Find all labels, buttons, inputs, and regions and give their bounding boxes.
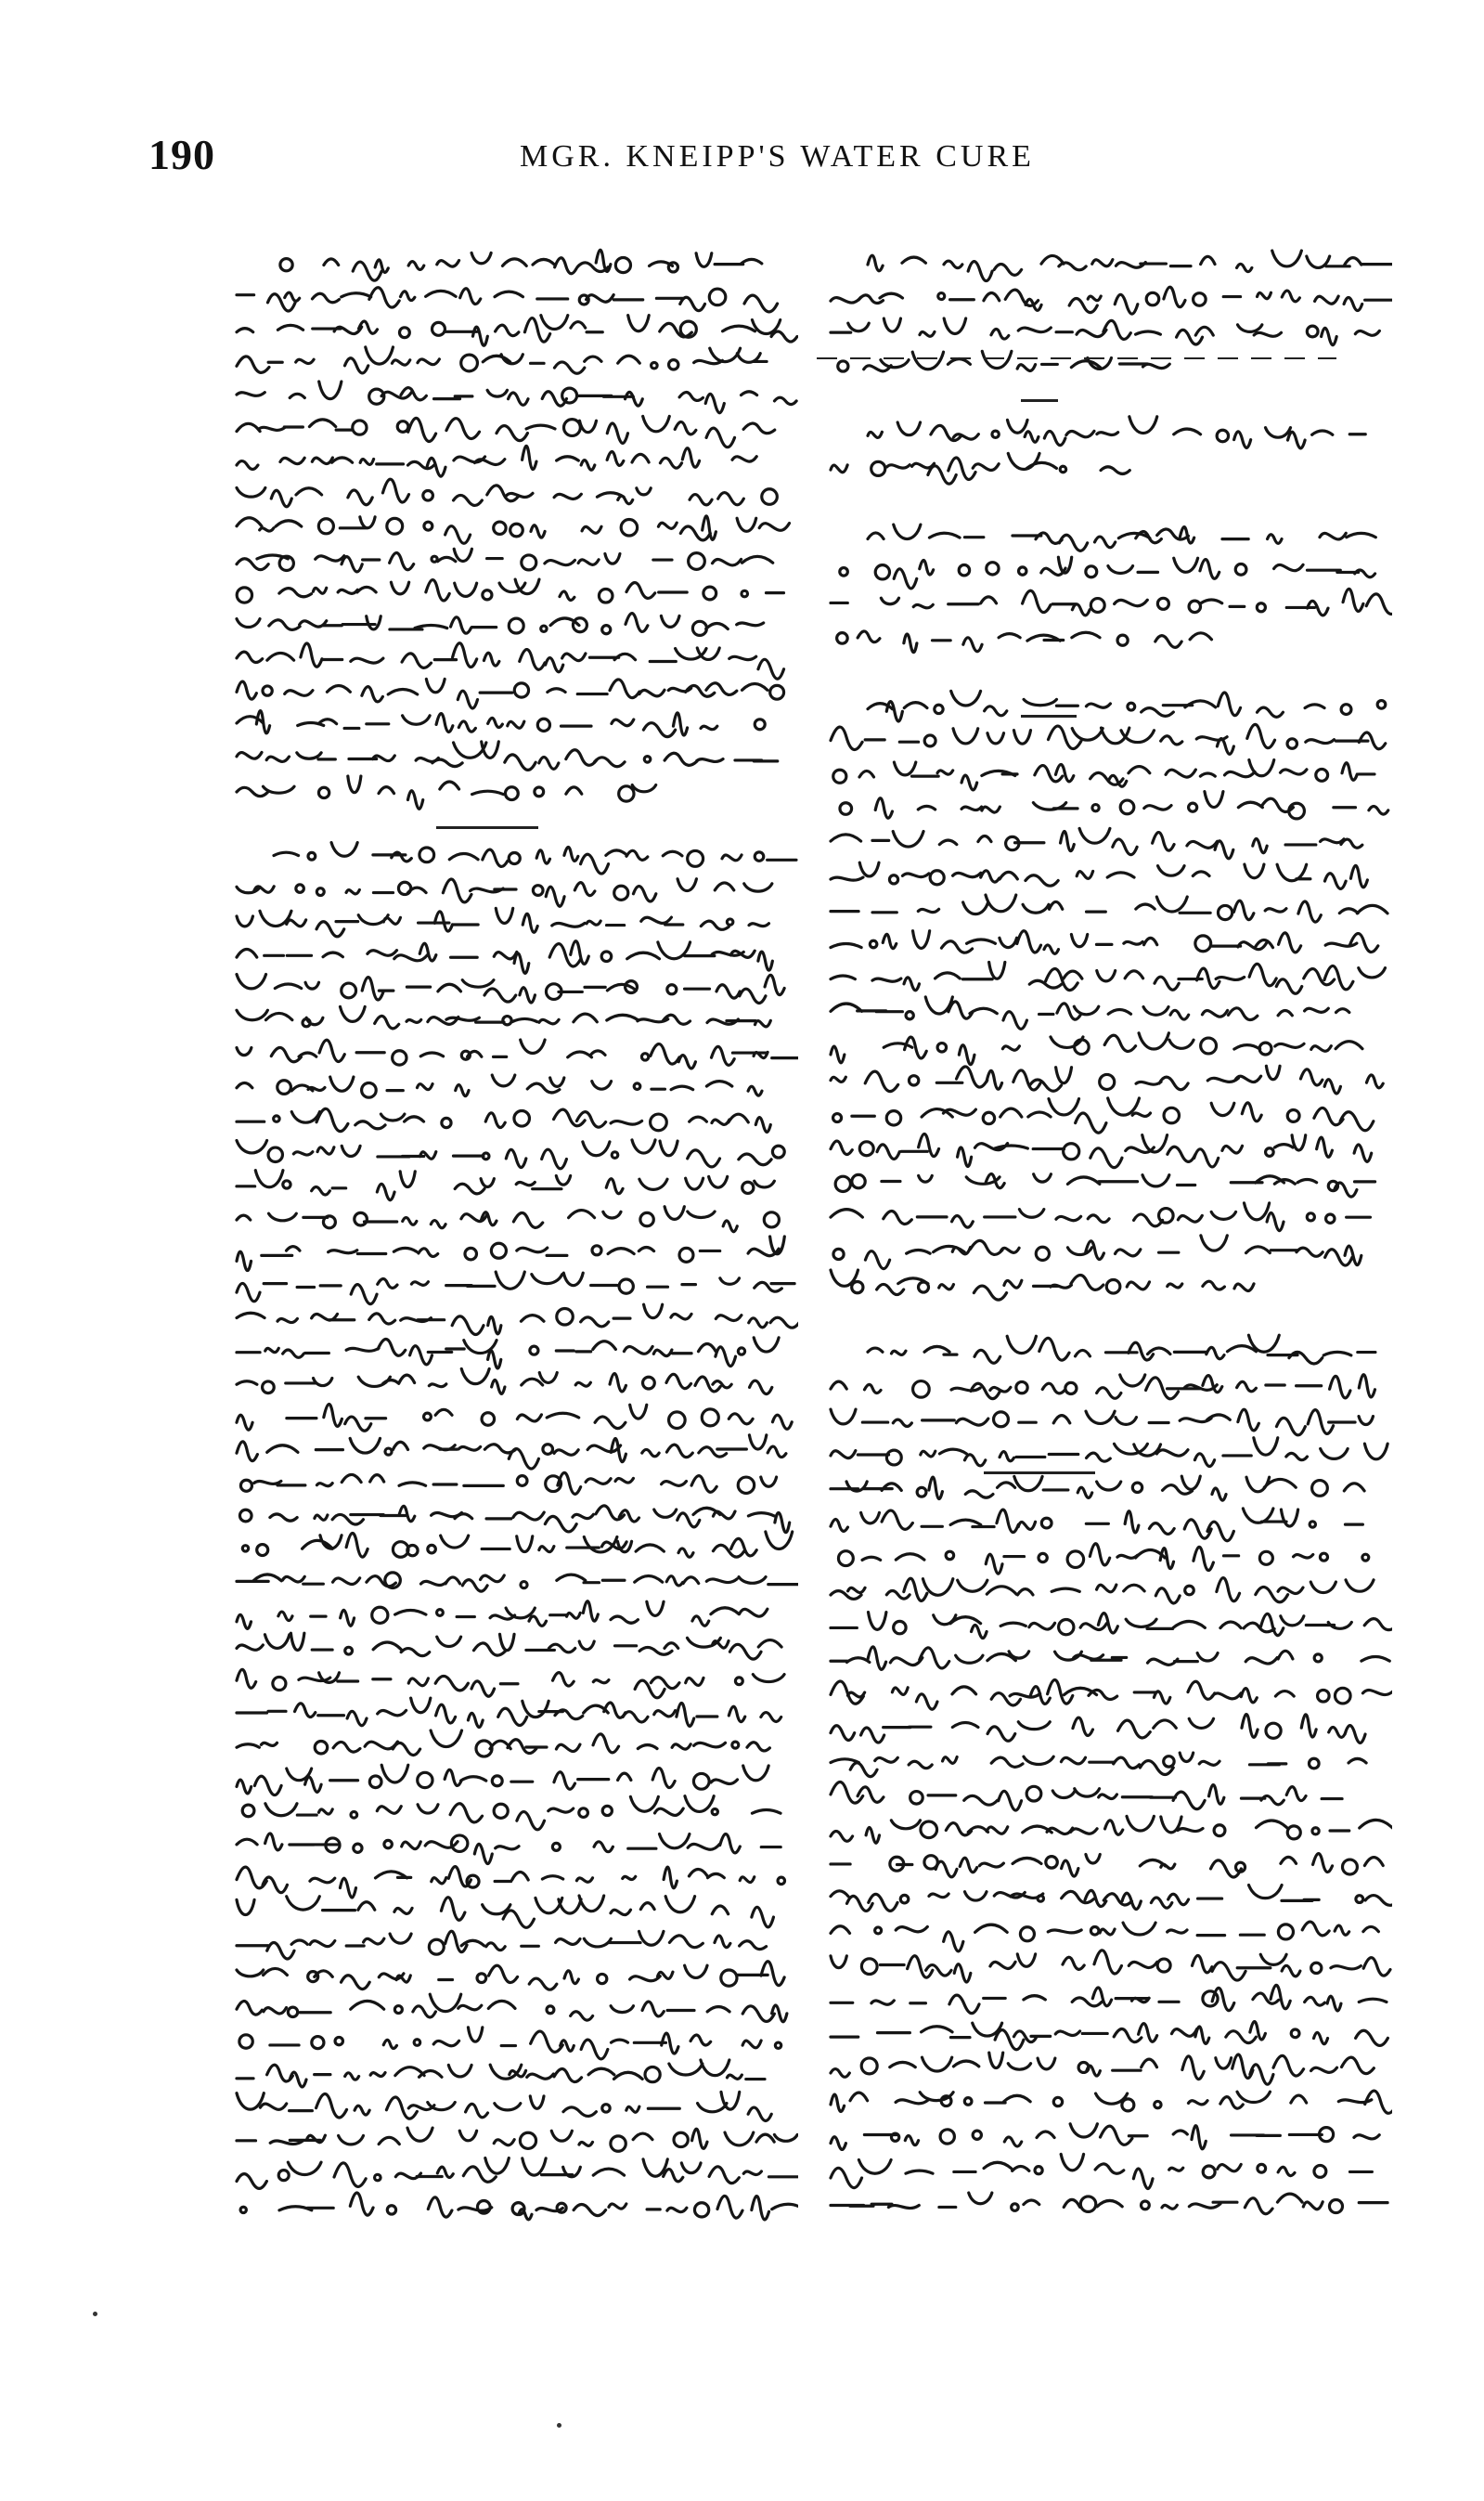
shorthand-line (831, 1613, 1392, 1639)
shorthand-line (237, 614, 764, 636)
right-column (826, 237, 1392, 2279)
shorthand-line (237, 1994, 787, 2022)
shorthand-line (831, 1782, 1342, 1810)
shorthand-line (237, 1140, 784, 1169)
shorthand-line (237, 1272, 794, 1304)
shorthand-line (831, 1033, 1362, 1065)
shorthand-line (237, 1573, 798, 1591)
shorthand-line (237, 941, 772, 974)
shorthand-line (833, 1236, 1361, 1269)
shorthand-line (831, 1066, 1383, 1094)
shorthand-line (833, 1098, 1374, 1133)
left-section-divider (436, 826, 538, 829)
shorthand-line (237, 446, 756, 476)
shorthand-line (237, 1171, 774, 1200)
left-column (232, 237, 798, 2279)
shorthand-line (237, 1040, 798, 1069)
shorthand-line (831, 2193, 1387, 2214)
shorthand-line (237, 288, 778, 312)
shorthand-line (237, 1669, 784, 1697)
shorthand-line (237, 879, 772, 907)
shorthand-line (237, 316, 797, 346)
right-section-divider-2 (1021, 715, 1077, 718)
shorthand-line (831, 724, 1386, 754)
shorthand-line (835, 1173, 1374, 1197)
shorthand-line (831, 2022, 1387, 2050)
shorthand-line (237, 1931, 767, 1959)
shorthand-line (280, 250, 762, 280)
shorthand-line (237, 776, 656, 809)
shorthand-line (831, 589, 1392, 615)
page-number: 190 (148, 131, 215, 178)
shorthand-line (237, 2060, 765, 2087)
shorthand-line (831, 1715, 1365, 1743)
shorthand-line (831, 1816, 1392, 1843)
shorthand-line (831, 2053, 1374, 2084)
shorthand-line (831, 1409, 1373, 1435)
shorthand-line (237, 1006, 770, 1028)
shorthand-line (274, 843, 796, 874)
stray-mark (93, 2312, 97, 2316)
shorthand-line (237, 679, 784, 708)
right-column-shorthand (826, 237, 1392, 2279)
shorthand-line (868, 417, 1365, 448)
shorthand-line (831, 1680, 1392, 1710)
shorthand-line (831, 1476, 1364, 1500)
right-section-divider-1 (1021, 399, 1058, 402)
shorthand-line (237, 1237, 784, 1271)
shorthand-line (237, 1730, 769, 1756)
shorthand-line (237, 1108, 770, 1132)
shorthand-line (840, 557, 1375, 589)
shorthand-line (237, 1896, 773, 1927)
shorthand-line (868, 525, 1375, 551)
shorthand-line (237, 742, 778, 771)
shorthand-line (831, 2124, 1379, 2150)
shorthand-line (831, 828, 1362, 858)
shorthand-line (831, 1578, 1374, 1603)
shorthand-line (868, 1335, 1375, 1364)
shorthand-line (237, 1304, 798, 1334)
shorthand-line (237, 1633, 781, 1659)
shorthand-line (237, 711, 765, 737)
shorthand-line (237, 975, 784, 1004)
shorthand-line (837, 631, 1212, 653)
shorthand-line (831, 318, 1379, 345)
shorthand-line (831, 862, 1367, 888)
shorthand-text-body (232, 237, 1392, 2279)
shorthand-line (237, 1698, 781, 1727)
shorthand-line (237, 479, 777, 507)
shorthand-line (237, 2092, 771, 2120)
shorthand-line (237, 1867, 785, 1898)
shorthand-line (831, 1753, 1366, 1777)
shorthand-line (237, 1834, 781, 1864)
shorthand-line (237, 2128, 797, 2151)
shorthand-line (868, 691, 1386, 721)
shorthand-line (831, 1885, 1392, 1911)
shorthand-line (831, 1854, 1383, 1877)
shorthand-line (838, 1544, 1368, 1574)
shorthand-line (237, 1765, 768, 1795)
shorthand-line (239, 1506, 789, 1533)
shorthand-line (831, 962, 1385, 993)
shorthand-line (831, 1647, 1389, 1669)
shorthand-line (831, 1270, 1254, 1300)
shorthand-line (833, 760, 1374, 790)
shorthand-line (242, 1532, 792, 1557)
shorthand-line (240, 2193, 798, 2220)
shorthand-line (831, 997, 1349, 1029)
left-column-shorthand (232, 237, 798, 2279)
shorthand-line (831, 1985, 1387, 2013)
shorthand-line (240, 1472, 776, 1494)
shorthand-line (237, 643, 784, 679)
shorthand-line (237, 1207, 779, 1232)
shorthand-line (237, 347, 767, 373)
shorthand-line (237, 382, 796, 413)
shorthand-line (237, 1338, 779, 1368)
shorthand-line (237, 579, 783, 603)
shorthand-line (831, 1134, 1372, 1167)
shorthand-line (237, 1368, 772, 1393)
shorthand-line (237, 1601, 768, 1629)
shorthand-line (838, 351, 1169, 371)
shorthand-line (831, 1203, 1370, 1231)
shorthand-line (831, 1922, 1378, 1951)
shorthand-line (831, 453, 1129, 484)
shorthand-line (237, 1962, 784, 1989)
shorthand-line (237, 2158, 798, 2189)
shorthand-line (237, 416, 775, 447)
shorthand-line (831, 287, 1392, 314)
shorthand-line (831, 1950, 1390, 1982)
shorthand-line (831, 2154, 1372, 2188)
running-head (148, 130, 1355, 186)
shorthand-line (831, 931, 1378, 954)
shorthand-line (831, 1438, 1387, 1467)
shorthand-line (868, 251, 1392, 281)
shorthand-line (237, 908, 768, 936)
stray-mark (557, 2423, 561, 2428)
shorthand-line (831, 1375, 1374, 1399)
shorthand-line (237, 549, 773, 572)
shorthand-line (237, 1435, 786, 1469)
shorthand-line (237, 516, 789, 543)
right-section-divider-3 (984, 1471, 1095, 1474)
shorthand-line (237, 1075, 762, 1097)
right-dashed-separator (817, 357, 1336, 359)
shorthand-line (840, 792, 1388, 819)
shorthand-line (831, 1509, 1362, 1541)
running-title: MGR. KNEIPP'S WATER CURE (520, 139, 1035, 174)
shorthand-line (239, 2028, 781, 2059)
shorthand-line (831, 2091, 1392, 2113)
shorthand-line (242, 1796, 781, 1830)
shorthand-line (831, 895, 1387, 922)
shorthand-line (237, 1405, 792, 1432)
